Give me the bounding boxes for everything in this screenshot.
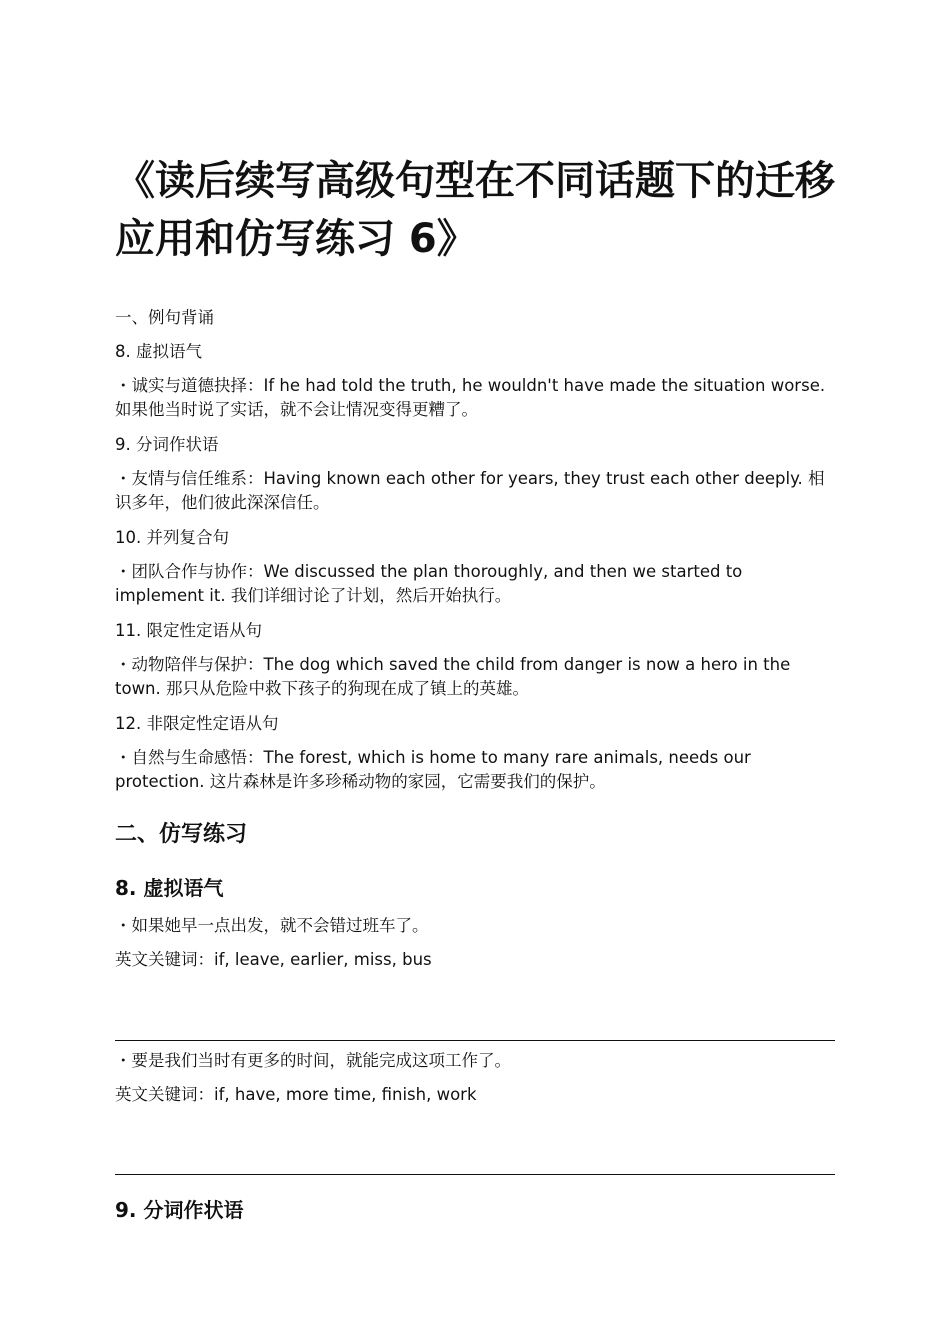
section1-heading: 一、例句背诵 [115, 308, 214, 327]
exercise2-answer-line[interactable] [115, 1174, 835, 1175]
item8-label: 8. 虚拟语气 [115, 342, 202, 361]
item10-example: ・团队合作与协作：We discussed the plan thoroughly, and then we started to implement it. 我们详细讨论了计划，然后开始执行。 [115, 562, 743, 605]
exercise2-keywords: 英文关键词：if, have, more time, finish, work [115, 1085, 477, 1104]
item12-example: ・自然与生命感悟：The forest, which is home to many rare animals, needs our protection. 这片森林是许多珍稀动物的家园，它需要我们的保护。 [115, 748, 751, 791]
item11-label: 11. 限定性定语从句 [115, 621, 262, 640]
item10-label: 10. 并列复合句 [115, 528, 229, 547]
item11-example: ・动物陪伴与保护：The dog which saved the child from danger is now a hero in the town. 那只从危险中救下孩子的狗现在成了镇上的英雄。 [115, 655, 791, 698]
exercise1-prompt: ・如果她早一点出发，就不会错过班车了。 [115, 916, 429, 935]
document-title: 《读后续写高级句型在不同话题下的迁移应用和仿写练习 6》 [115, 158, 835, 262]
exercise1-answer-line[interactable] [115, 1040, 835, 1041]
subsection8-heading: 8. 虚拟语气 [115, 876, 224, 900]
item9-label: 9. 分词作状语 [115, 435, 219, 454]
subsection9-heading: 9. 分词作状语 [115, 1198, 244, 1222]
exercise1-keywords: 英文关键词：if, leave, earlier, miss, bus [115, 950, 432, 969]
item9-example: ・友情与信任维系：Having known each other for years, they trust each other deeply. 相识多年，他们彼此深深信任。 [115, 469, 825, 512]
exercise2-prompt: ・要是我们当时有更多的时间，就能完成这项工作了。 [115, 1051, 511, 1070]
item8-example: ・诚实与道德抉择：If he had told the truth, he wouldn't have made the situation worse. 如果他当时说了实话，就不会让情况变得更糟了。 [115, 376, 826, 419]
item12-label: 12. 非限定性定语从句 [115, 714, 279, 733]
section2-heading: 二、仿写练习 [115, 822, 248, 847]
